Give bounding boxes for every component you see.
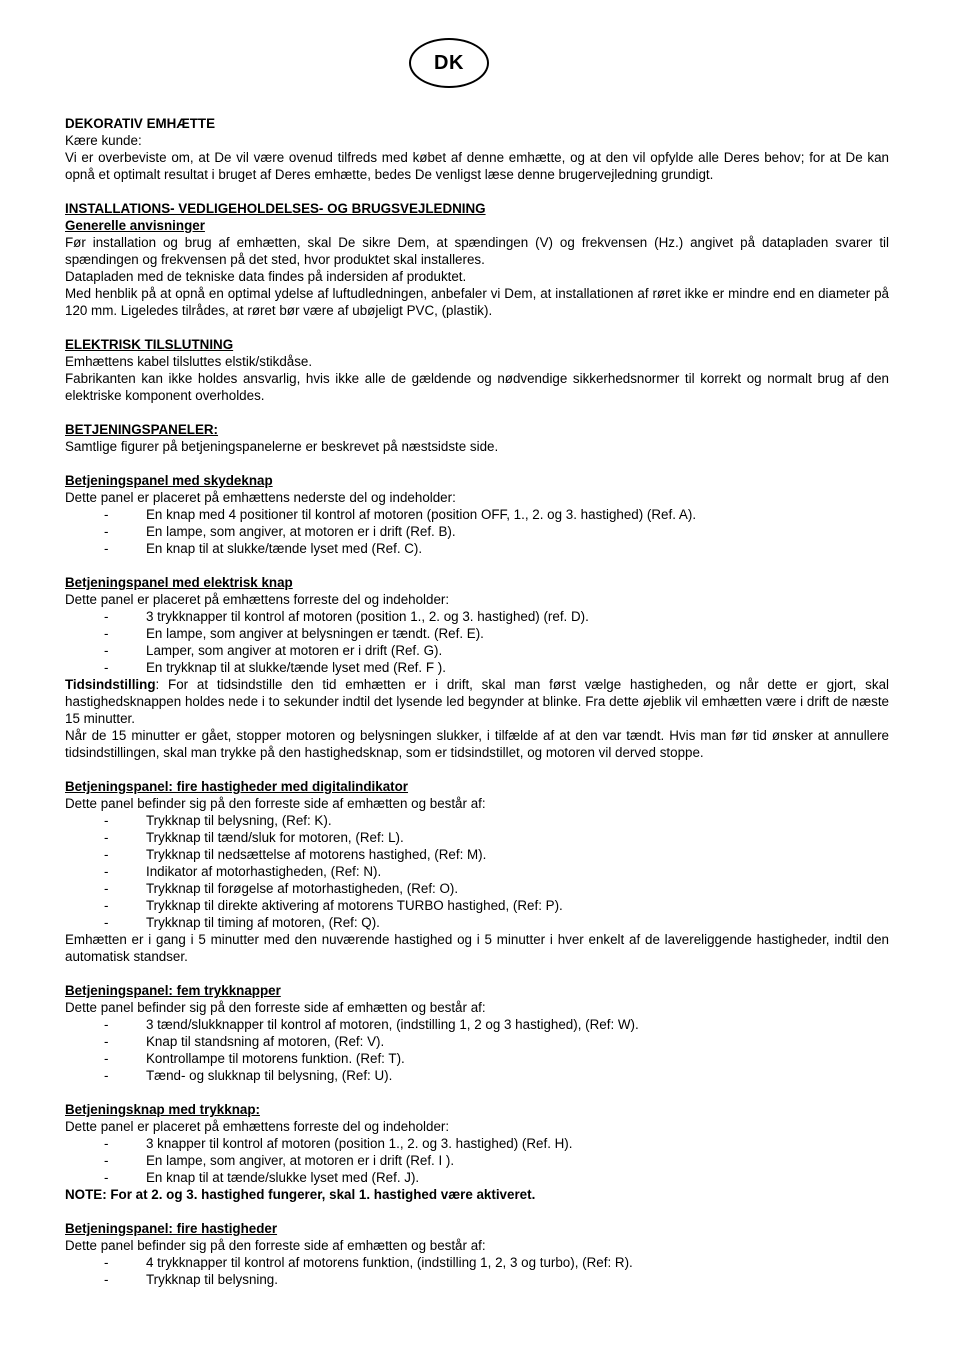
list-dash: - — [104, 507, 109, 522]
list-item — [65, 608, 889, 625]
timer-text: : For at tidsindstille den tid emhætten er i drift, skal man først vælge hastigheden, og når dette er gjort, skal hastighedsknappen holdes nede i to sekunder indtil det lysende led begynder at blinke. Fra dette øjeblik vil emhætten være i drift de næste 15 minutter. — [65, 677, 889, 726]
electrical-paragraph: Fabrikanten kan ikke holdes ansvarlig, hvis ikke alle de gældende og nødvendige sikkerhedsnormer til korrekt og normalt brug af den elektriske komponent overholdes. — [65, 371, 889, 403]
timer-label: Tidsindstilling — [65, 677, 156, 692]
list-dash: - — [104, 915, 109, 930]
control-panels-heading: BETJENINGSPANELER: — [65, 422, 219, 437]
list-dash: - — [104, 1051, 109, 1066]
control-panels-section — [65, 421, 889, 455]
list-item-text: En lampe, som angiver at belysningen er tændt. (Ref. E). — [146, 626, 484, 641]
list-item — [65, 659, 889, 676]
list-dash: - — [104, 626, 109, 641]
list-item — [65, 914, 889, 931]
digital-panel-intro: Dette panel befinder sig på den forreste side af emhætten og består af: — [65, 796, 486, 811]
list-dash: - — [104, 643, 109, 658]
intro-text: Vi er overbeviste om, at De vil være ovenud tilfreds med købet af denne emhætte, og at den vil opfylde alle Deres behov; for at De kan opnå et optimalt resultat i bruget af Deres emhætte, bedes De venligst læse denne brugervejledning grundigt. — [65, 150, 889, 182]
slider-panel-section — [65, 472, 889, 557]
installation-paragraph: Datapladen med de tekniske data findes på indersiden af produktet. — [65, 269, 467, 284]
list-item-text: En knap til at slukke/tænde lyset med (Ref. C). — [146, 541, 423, 556]
list-item — [65, 1271, 889, 1288]
list-item-text: Trykknap til direkte aktivering af motorens TURBO hastighed, (Ref: P). — [146, 898, 563, 913]
list-dash: - — [104, 1255, 109, 1270]
list-dash: - — [104, 1170, 109, 1185]
digital-panel-outro: Emhætten er i gang i 5 minutter med den nuværende hastighed og i 5 minutter i hver enkelt af de lavereliggende hastigheder, indtil den automatisk standser. — [65, 932, 889, 964]
list-dash: - — [104, 830, 109, 845]
list-item — [65, 1135, 889, 1152]
list-item-text: En knap til at tænde/slukke lyset med (Ref. J). — [146, 1170, 420, 1185]
list-item — [65, 829, 889, 846]
installation-section — [65, 200, 889, 319]
four-speed-panel-section — [65, 1220, 889, 1288]
list-item — [65, 540, 889, 557]
list-item — [65, 1152, 889, 1169]
list-dash: - — [104, 847, 109, 862]
installation-paragraph: Med henblik på at opnå en optimal ydelse af luftudledningen, anbefaler vi Dem, at installationen af røret ikke er mindre end en diameter på 120 mm. Ligeledes tilrådes, at røret bør være af ubøjeligt PVC, (plastik). — [65, 286, 889, 318]
list-item — [65, 1169, 889, 1186]
electric-button-panel-intro: Dette panel er placeret på emhættens forreste del og indeholder: — [65, 592, 450, 607]
list-item — [65, 506, 889, 523]
list-item-text: 3 knapper til kontrol af motoren (position 1., 2. og 3. hastighed) (Ref. H). — [146, 1136, 573, 1151]
list-item-text: En trykknap til at slukke/tænde lyset med (Ref. F ). — [146, 660, 446, 675]
list-dash: - — [104, 1068, 109, 1083]
pushbutton-panel-list — [65, 1135, 889, 1186]
pushbutton-panel-intro: Dette panel er placeret på emhættens forreste del og indeholder: — [65, 1119, 450, 1134]
electric-button-panel-list — [65, 608, 889, 676]
document-body — [65, 115, 889, 1305]
intro-section — [65, 115, 889, 183]
list-dash: - — [104, 1017, 109, 1032]
list-dash: - — [104, 1272, 109, 1287]
list-item-text: 3 tænd/slukknapper til kontrol af motoren, (indstilling 1, 2 og 3 hastighed), (Ref: W). — [146, 1017, 639, 1032]
slider-panel-heading: Betjeningspanel med skydeknap — [65, 473, 273, 488]
timer-paragraph — [65, 676, 889, 727]
list-item — [65, 523, 889, 540]
list-item-text: 4 trykknapper til kontrol af motorens funktion, (indstilling 1, 2, 3 og turbo), (Ref: R). — [146, 1255, 633, 1270]
list-item-text: En lampe, som angiver, at motoren er i drift (Ref. B). — [146, 524, 456, 539]
list-dash: - — [104, 1034, 109, 1049]
list-item — [65, 812, 889, 829]
list-dash: - — [104, 813, 109, 828]
electrical-heading: ELEKTRISK TILSLUTNING — [65, 337, 234, 352]
list-item-text: En knap med 4 positioner til kontrol af motoren (position OFF, 1., 2. og 3. hastighed) (Ref. A). — [146, 507, 697, 522]
list-item-text: 3 trykknapper til kontrol af motoren (position 1., 2. og 3. hastighed) (ref. D). — [146, 609, 589, 624]
pushbutton-panel-heading: Betjeningsknap med trykknap: — [65, 1102, 260, 1117]
list-item-text: Trykknap til forøgelse af motorhastigheden, (Ref: O). — [146, 881, 459, 896]
list-item — [65, 1254, 889, 1271]
list-dash: - — [104, 524, 109, 539]
list-item — [65, 642, 889, 659]
list-item-text: Lamper, som angiver at motoren er i drift (Ref. G). — [146, 643, 443, 658]
list-item-text: En lampe, som angiver, at motoren er i drift (Ref. I ). — [146, 1153, 455, 1168]
list-dash: - — [104, 881, 109, 896]
digital-panel-list — [65, 812, 889, 931]
document-title: DEKORATIV EMHÆTTE — [65, 116, 216, 131]
list-item — [65, 880, 889, 897]
digital-panel-heading: Betjeningspanel: fire hastigheder med digitalindikator — [65, 779, 409, 794]
list-dash: - — [104, 609, 109, 624]
five-button-panel-intro: Dette panel befinder sig på den forreste side af emhætten og består af: — [65, 1000, 486, 1015]
list-dash: - — [104, 1136, 109, 1151]
five-button-panel-list — [65, 1016, 889, 1084]
digital-panel-section — [65, 778, 889, 965]
control-panels-text: Samtlige figurer på betjeningspanelerne er beskrevet på næstsidste side. — [65, 439, 499, 454]
list-item-text: Trykknap til belysning, (Ref: K). — [146, 813, 332, 828]
general-instructions-heading: Generelle anvisninger — [65, 218, 205, 233]
list-item — [65, 1016, 889, 1033]
electric-button-panel-heading: Betjeningspanel med elektrisk knap — [65, 575, 293, 590]
list-dash: - — [104, 864, 109, 879]
list-item-text: Trykknap til tænd/sluk for motoren, (Ref: L). — [146, 830, 404, 845]
list-dash: - — [104, 541, 109, 556]
list-item — [65, 1033, 889, 1050]
language-badge-dk: DK — [409, 38, 489, 88]
list-item — [65, 1050, 889, 1067]
list-item-text: Kontrollampe til motorens funktion. (Ref: T). — [146, 1051, 405, 1066]
electric-button-panel-section — [65, 574, 889, 761]
installation-paragraph: Før installation og brug af emhætten, skal De sikre Dem, at spændingen (V) og frekvensen (Hz.) angivet på datapladen svarer til spændingen og frekvensen på det sted, hvor produktet skal installeres. — [65, 235, 889, 267]
five-button-panel-section — [65, 982, 889, 1084]
slider-panel-list — [65, 506, 889, 557]
list-item-text: Trykknap til belysning. — [146, 1272, 278, 1287]
list-item — [65, 1067, 889, 1084]
list-item-text: Trykknap til timing af motoren, (Ref: Q). — [146, 915, 380, 930]
four-speed-panel-heading: Betjeningspanel: fire hastigheder — [65, 1221, 278, 1236]
pushbutton-panel-section — [65, 1101, 889, 1203]
installation-heading: INSTALLATIONS- VEDLIGEHOLDELSES- OG BRUGSVEJLEDNING — [65, 201, 486, 216]
electrical-section — [65, 336, 889, 404]
list-item-text: Trykknap til nedsættelse af motorens hastighed, (Ref: M). — [146, 847, 487, 862]
list-dash: - — [104, 1153, 109, 1168]
list-item-text: Indikator af motorhastigheden, (Ref: N). — [146, 864, 382, 879]
list-item — [65, 897, 889, 914]
list-item — [65, 846, 889, 863]
electrical-paragraph: Emhættens kabel tilsluttes elstik/stikdåse. — [65, 354, 313, 369]
five-button-panel-heading: Betjeningspanel: fem trykknapper — [65, 983, 281, 998]
greeting: Kære kunde: — [65, 133, 142, 148]
timer-paragraph-2: Når de 15 minutter er gået, stopper motoren og belysningen slukker, i tilfælde af at den var tændt. Hvis man før tid ønsker at annullere tidsindstillingen, skal man trykke på den hastighedsknap, som er tidsindstillet, og motoren vil derved stoppe. — [65, 728, 889, 760]
list-item — [65, 863, 889, 880]
list-item — [65, 625, 889, 642]
list-item-text: Knap til standsning af motoren, (Ref: V). — [146, 1034, 385, 1049]
slider-panel-intro: Dette panel er placeret på emhættens nederste del og indeholder: — [65, 490, 456, 505]
pushbutton-note: NOTE: For at 2. og 3. hastighed fungerer, skal 1. hastighed være aktiveret. — [65, 1187, 536, 1202]
list-dash: - — [104, 898, 109, 913]
list-item-text: Tænd- og slukknap til belysning, (Ref: U). — [146, 1068, 393, 1083]
list-dash: - — [104, 660, 109, 675]
four-speed-panel-intro: Dette panel befinder sig på den forreste side af emhætten og består af: — [65, 1238, 486, 1253]
four-speed-panel-list — [65, 1254, 889, 1288]
